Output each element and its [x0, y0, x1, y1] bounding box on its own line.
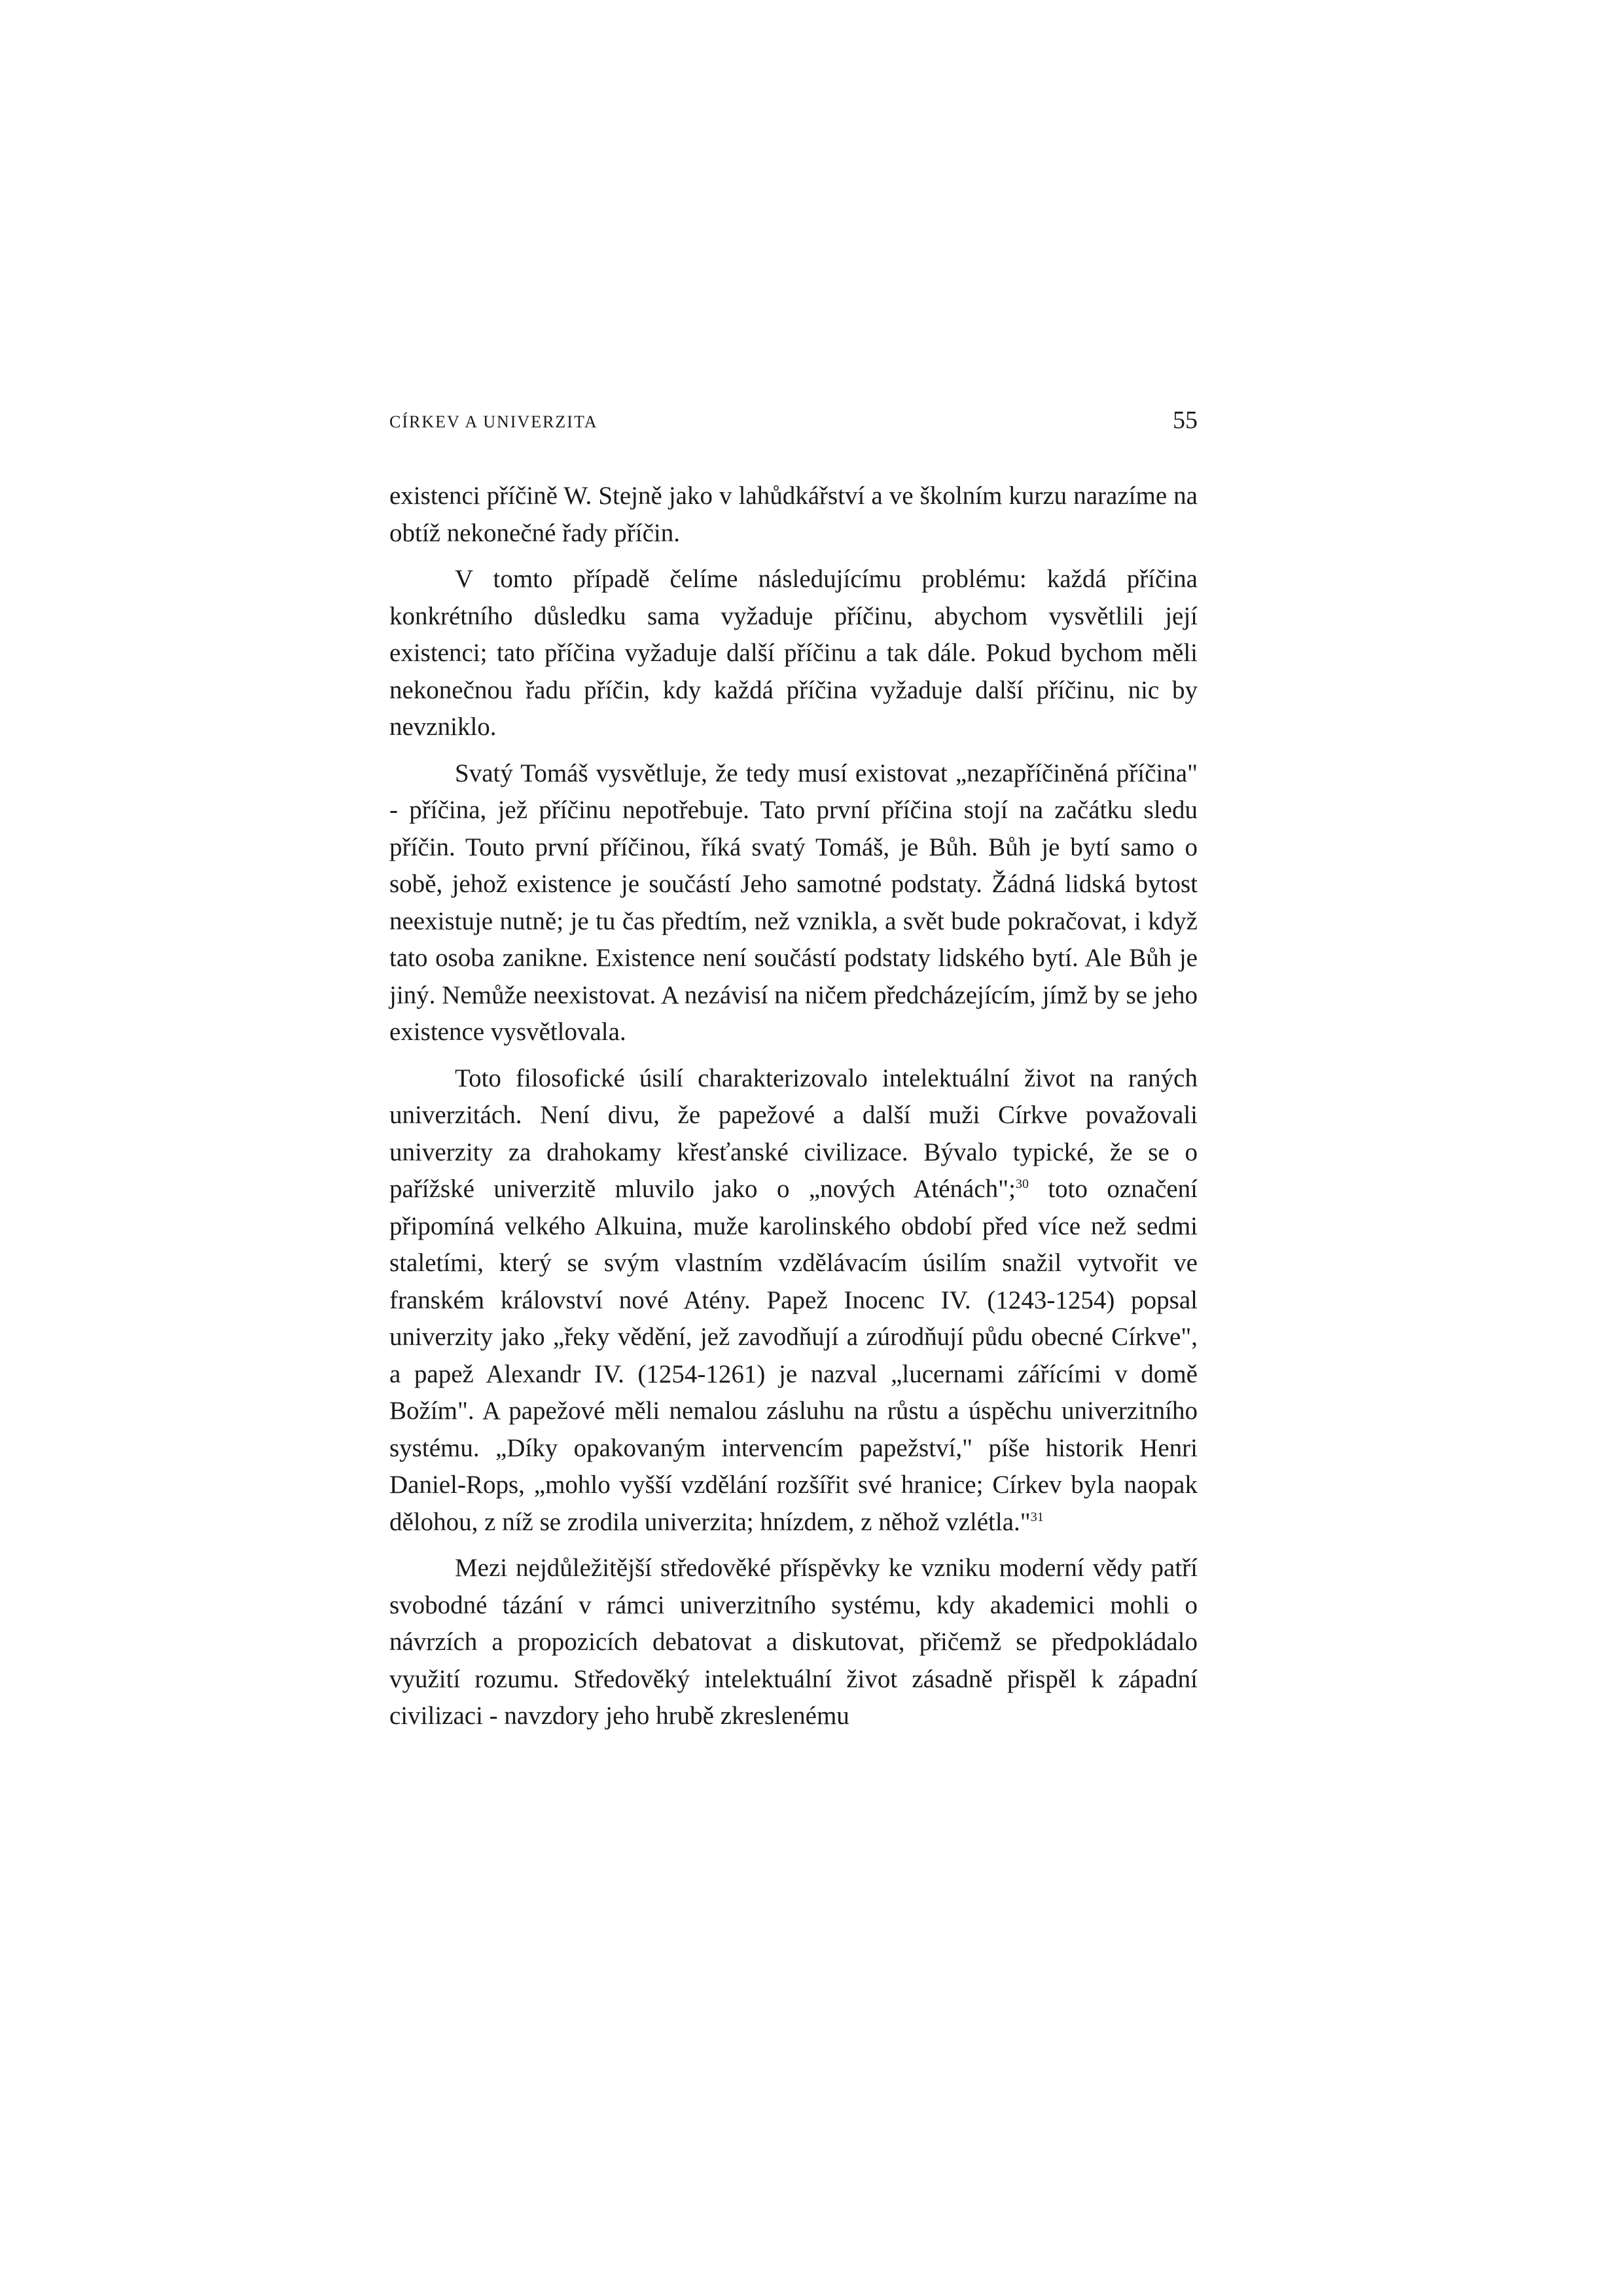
paragraph-5: Mezi nejdůležitější středověké příspěvky ke vzniku moderní vědy patří svobodné tázání v rámci univerzitního systému, kdy akademici mohli o návrzích a propozicích debatovat a diskutovat, přičemž se předpokládalo využití rozumu. Středověký intelektuální život zásadně přispěl k západní civilizaci - navzdory jeho hrubě zkreslenému [389, 1554, 1198, 1730]
paragraph-2: V tomto případě čelíme následujícímu problému: každá příčina konkrétního důsledku sama vyžaduje příčinu, abychom vysvětlili její existenci; tato příčina vyžaduje další příčinu a tak dále. Pokud bychom měli nekonečnou řadu příčin, kdy každá příčina vyžaduje další příčinu, nic by nevzniklo. [389, 565, 1198, 741]
running-header [389, 406, 1198, 445]
paragraph-3: Svatý Tomáš vysvětluje, že tedy musí existovat „nezapříčiněná příčina" - příčina, jež příčinu nepotřebuje. Tato první příčina stojí na začátku sledu příčin. Touto první příčinou, říká svatý Tomáš, je Bůh. Bůh je bytí samo o sobě, jehož existence je součástí Jeho samotné podstaty. Žádná lidská bytost neexistuje nutně; je tu čas předtím, než vznikla, a svět bude pokračovat, i když tato osoba zanikne. Existence není součástí podstaty lidského bytí. Ale Bůh je jiný. Nemůže neexistovat. A nezávisí na ničem předcházejícím, jímž by se jeho existence vysvětlovala. [389, 759, 1198, 1046]
paragraph-4-part-1: Toto filosofické úsilí charakterizovalo intelektuální život na raných univerzitách. Není divu, že papežové a další muži Církve považovali univerzity za drahokamy křesťanské civilizace. Bývalo typické, že se o pařížské univerzitě mluvilo jako o „nových Aténách"; [389, 1064, 1198, 1203]
footnote-ref-31: 31 [1030, 1509, 1044, 1524]
running-title: CÍRKEV A UNIVERZITA [389, 412, 598, 431]
page-number: 55 [1173, 406, 1198, 434]
paragraph-4 [389, 1060, 1198, 1541]
paragraph-1: existenci příčině W. Stejně jako v lahůdkářství a ve školním kurzu narazíme na obtíž nekonečné řady příčin. [389, 482, 1198, 547]
body-text [389, 478, 1198, 1744]
footnote-ref-30: 30 [1015, 1177, 1029, 1191]
paragraph-4-part-2: toto označení připomíná velkého Alkuina, muže karolinského období před více než sedmi staletími, který se svým vlastním vzdělávacím úsilím snažil vytvořit ve franském království nové Atény. Papež Inocenc IV. (1243-1254) popsal univerzity jako „řeky vědění, jež zavodňují a zúrodňují půdu obecné Církve", a papež Alexandr IV. (1254-1261) je nazval „lucernami zářícími v domě Božím". A papežové měli nemalou zásluhu na růstu a úspěchu univerzitního systému. „Díky opakovaným intervencím papežství," píše historik Henri Daniel-Rops, „mohlo vyšší vzdělání rozšířit své hranice; Církev byla naopak dělohou, z níž se zrodila univerzita; hnízdem, z něhož vzlétla." [389, 1175, 1198, 1536]
